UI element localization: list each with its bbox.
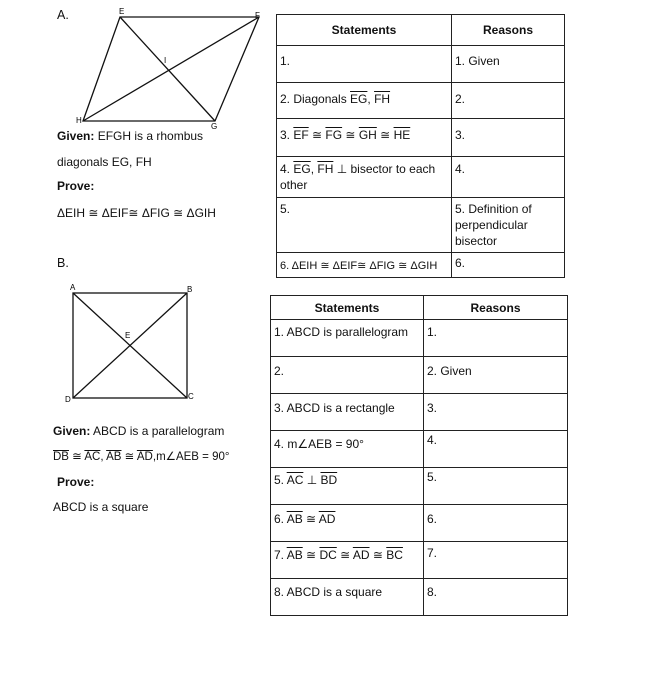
table-row: 5. $\overline{AC}$ ⊥ $\overline{BD}$ 5.	[271, 468, 568, 505]
statements-header: Statements	[277, 15, 452, 46]
table-row: 8. ABCD is a square 8.	[271, 579, 568, 616]
table-row: 2. 2. Given	[271, 357, 568, 394]
point-e-label: E	[125, 331, 131, 340]
proof-table-a	[276, 14, 565, 278]
given-b-line2: $\overline{DB}$ ≅ $\overline{AC}$, $\overline{AB}$ ≅ $\overline{AD},m\angle AEB = 90^\circ$	[53, 451, 230, 463]
table-row: 6. $\overline{AB}$ ≅ $\overline{AD}$ 6.	[271, 505, 568, 542]
table-row: 3. $\overline{EF}$ ≅ $\overline{FG}$ ≅ $\overline{GH}$ ≅ $\overline{HE}$ 3.	[277, 119, 565, 157]
table-row: 7. $\overline{AB}$ ≅ $\overline{DC}$ ≅ $\overline{AD}$ ≅ $\overline{BC}$ 7.	[271, 542, 568, 579]
point-h-label: H	[76, 116, 82, 125]
point-a-label: A	[70, 283, 76, 292]
point-i-label: I	[164, 56, 167, 65]
table-row: 2. Diagonals $\overline{EG}$, $\overline{FH}$ 2.	[277, 83, 565, 119]
table-row: 1. 1. Given	[277, 46, 565, 83]
table-row: 5. 5. Definition of perpendicular bisector	[277, 198, 565, 253]
given-a: Given: EFGH is a rhombus	[57, 129, 204, 143]
reasons-header: Reasons	[424, 296, 568, 320]
given-a-line2: diagonals EG, FH	[57, 155, 152, 169]
prove-b-label: Prove:	[57, 475, 95, 489]
point-b-label: B	[187, 285, 193, 294]
problem-b-label: B.	[57, 256, 69, 270]
statements-header: Statements	[271, 296, 424, 320]
table-row: 6. ΔEIH ≅ ΔEIF≅ ΔFIG ≅ ΔGIH 6.	[277, 253, 565, 278]
problem-a-label: A.	[57, 8, 69, 22]
table-row: 4. $\overline{EG}$, $\overline{FH}$ ⊥ bisector to each other 4.	[277, 157, 565, 198]
point-e-label: E	[119, 7, 125, 16]
point-d-label: D	[65, 395, 71, 404]
prove-b-text: ABCD is a square	[53, 500, 149, 514]
given-b: Given: ABCD is a parallelogram	[53, 424, 225, 438]
prove-a-text: ΔEIH ≅ ΔEIF≅ ΔFIG ≅ ΔGIH	[57, 206, 216, 220]
diagonal-fh	[83, 17, 259, 121]
point-g-label: G	[211, 122, 218, 130]
point-f-label: F	[255, 11, 260, 20]
prove-a-label: Prove:	[57, 179, 95, 193]
table-row: 3. ABCD is a rectangle 3.	[271, 394, 568, 431]
diagonal-eg	[120, 17, 215, 121]
rhombus-figure	[75, 5, 270, 130]
table-row: 4. m∠AEB = 90° 4.	[271, 431, 568, 468]
reasons-header: Reasons	[452, 15, 565, 46]
table-row: 1. ABCD is parallelogram 1.	[271, 320, 568, 357]
point-c-label: C	[188, 392, 194, 401]
proof-table-b	[270, 295, 568, 616]
square-figure	[62, 281, 202, 406]
